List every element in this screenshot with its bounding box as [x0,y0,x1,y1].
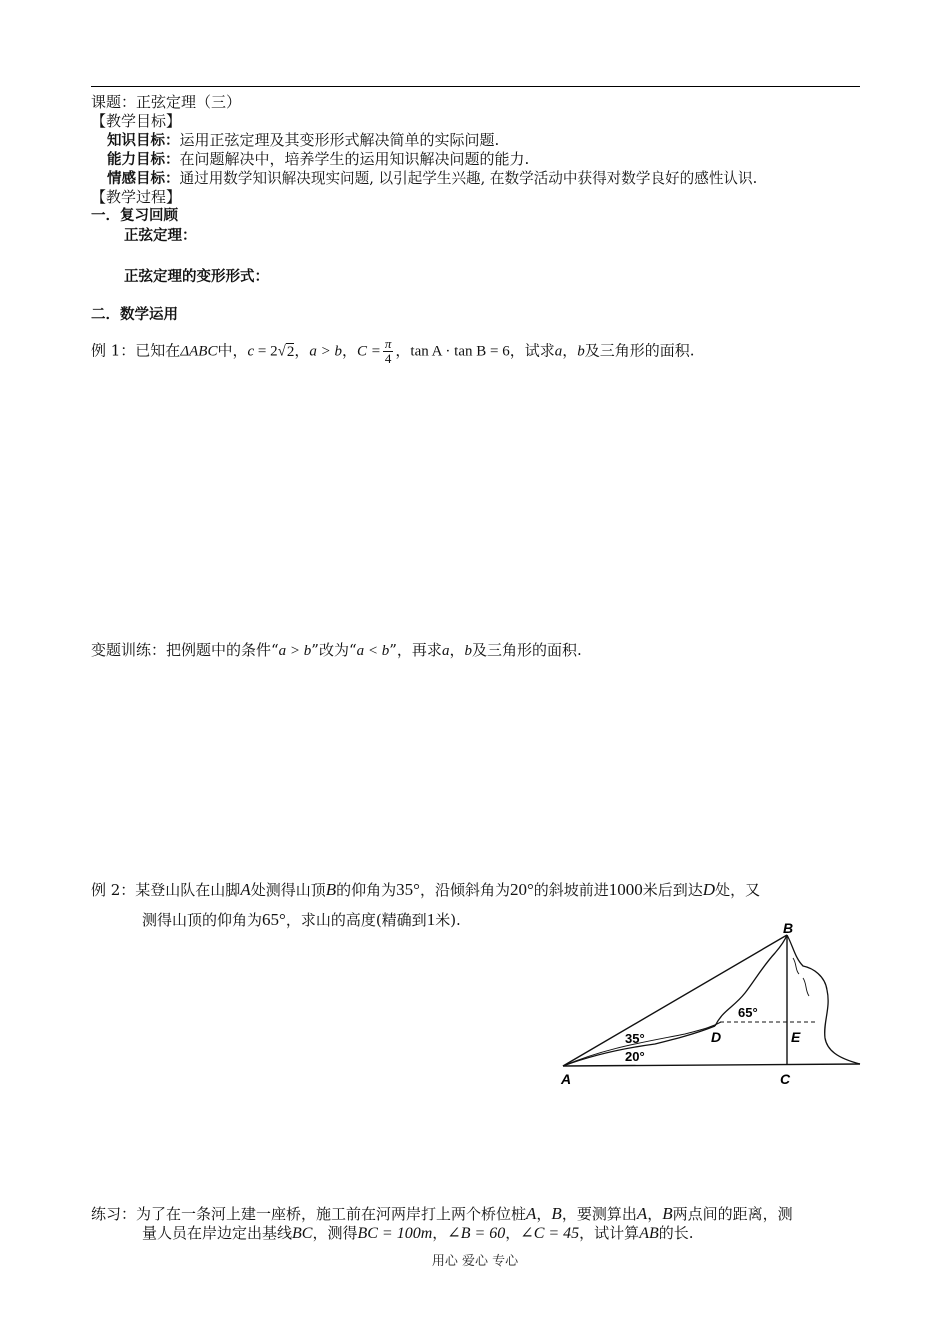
label-D: D [711,1029,722,1045]
segment-ab: AB [639,1225,659,1242]
label-angle-65: 65° [738,1005,758,1020]
variation-mid2: ”，再求 [389,641,442,659]
goal-knowledge [107,131,499,151]
ground-line [563,1064,860,1066]
section1-heading [91,207,178,226]
example1-prefix: 例 1：已知在 [91,341,181,360]
label-A: A [561,1071,572,1087]
mountain-diagram [555,918,865,1093]
label-angle-35: 35° [625,1031,645,1046]
goal-text: 通过用数学知识解决现实问题, 以引起学生兴趣, 在数学活动中获得对数学良好的感性认识. [179,170,758,187]
example2-line1 [91,880,760,900]
angle-20: 20° [509,880,534,899]
point-A: A [526,1204,537,1223]
ex-text: ，试计算 [579,1224,640,1242]
comma: ， [449,641,465,659]
baseline-bc: BC [292,1225,313,1242]
exercise-line1 [91,1204,793,1224]
eq-two: = 2 [254,343,278,360]
point-B: B [551,1204,562,1223]
cond-a-gt-b: a > b [309,343,342,360]
ex-text: 量人员在岸边定出基线 [142,1224,293,1242]
angle-65: 65° [262,910,286,929]
section2-heading-text: 二．数学运用 [91,307,178,323]
angle-B-60: ∠B = 60 [447,1225,506,1242]
point-A: A [240,880,251,899]
sqrt-arg: 2 [286,343,295,360]
ex-text: 练习：为了在一条河上建一座桥，施工前在河两岸打上两个桥位桩 [91,1205,527,1223]
ex-text: ， [647,1205,663,1223]
point-D: D [702,880,716,899]
section2-heading [91,306,178,325]
example1-mid: 中， [217,341,248,360]
label-angle-20: 20° [625,1049,645,1064]
ex-text: ， [536,1205,552,1223]
ex-text: 两点间的距离，测 [672,1205,793,1223]
comma: ， [562,341,578,360]
var-b: b [464,643,472,659]
ex-text: ，要测算出 [561,1205,637,1223]
example1-ask: ，试求 [509,341,555,360]
label-E: E [791,1029,801,1045]
section1-item1 [124,227,197,246]
cond-a-gt-b: a > b [278,643,312,659]
page-footer: 用心 爱心 专心 [431,1254,519,1269]
variation [91,641,582,661]
comma: ， [294,341,310,360]
goal-text: 运用正弦定理及其变形形式解决简单的实际问题. [179,131,500,149]
ex2-text: 米后到达 [642,881,703,899]
section1-item2-text: 正弦定理的变形形式： [124,269,269,285]
var-b: b [577,343,585,360]
example1 [91,337,695,366]
label-C: C [780,1071,791,1087]
goal-label: 情感目标： [107,171,180,187]
var-c: c [247,343,255,360]
angle-35: 35° [396,880,420,899]
triangle-abc: ΔABC [180,343,218,360]
ex2-text: 测得山顶的仰角为 [142,911,263,929]
sqrt-symbol: √ [277,343,286,360]
goals-heading [91,112,181,131]
frac-num: π [384,336,392,351]
ex2-text: 的仰角为 [336,881,397,899]
goal-label: 知识目标： [107,133,180,149]
sightline-ab [563,935,787,1066]
section1-item2 [124,268,269,287]
process-heading-text: 【教学过程】 [91,188,182,206]
ex2-text: 米). [435,911,461,929]
goal-label: 能力目标： [107,152,180,168]
point-B: B [662,1204,673,1223]
goal-emotion [107,169,757,189]
example2-line2 [142,910,461,930]
ex2-text: ，沿倾斜角为 [419,881,510,899]
ex2-text: 的斜坡前进 [533,881,609,899]
var-a: a [441,643,450,659]
angle-C-45: ∠C = 45 [520,1225,580,1242]
point-A: A [636,1204,648,1223]
ex-text: 的长. [658,1224,694,1242]
section1-heading-text: 一．复习回顾 [91,208,178,224]
ex2-text: 处测得山顶 [250,881,326,899]
section1-item1-text: 正弦定理： [124,228,197,244]
tan-product: tan A · tan B = 6 [410,343,510,360]
precision-one: 1 [426,910,436,929]
ex-text: ， [432,1224,448,1242]
ex2-text: 处，又 [715,881,761,899]
ex2-text: 例 2：某登山队在山脚 [91,881,241,899]
goal-ability [107,150,529,170]
variation-mid: ”改为“ [311,641,357,659]
label-B: B [783,920,794,936]
frac-den: 4 [384,351,392,366]
ex-text: ， [505,1224,521,1242]
lesson-title-text: 课题：正弦定理（三） [91,93,242,111]
var-a: a [554,343,563,360]
ex-text: ，测得 [312,1224,358,1242]
exercise-line2 [142,1224,694,1243]
variation-prefix: 变题训练：把例题中的条件“ [91,641,279,659]
pi-over-four [383,337,394,366]
goal-text: 在问题解决中，培养学生的运用知识解决问题的能力. [179,150,530,168]
variation-suffix: 及三角形的面积. [471,641,582,659]
comma: ， [341,341,357,360]
comma: ， [395,341,411,360]
example1-suffix: 及三角形的面积. [584,341,695,360]
distance-1000: 1000 [608,880,643,899]
lesson-title [91,93,241,112]
ex2-text: ，求山的高度(精确到 [285,911,427,929]
mountain-detail [803,978,809,996]
goals-heading-text: 【教学目标】 [91,112,182,130]
process-heading [91,188,181,207]
header-rule [91,86,860,87]
cond-a-lt-b: a < b [356,643,390,659]
var-C: C = [357,343,381,360]
bc-equals-100m: BC = 100m [357,1225,433,1242]
point-B: B [325,880,337,899]
